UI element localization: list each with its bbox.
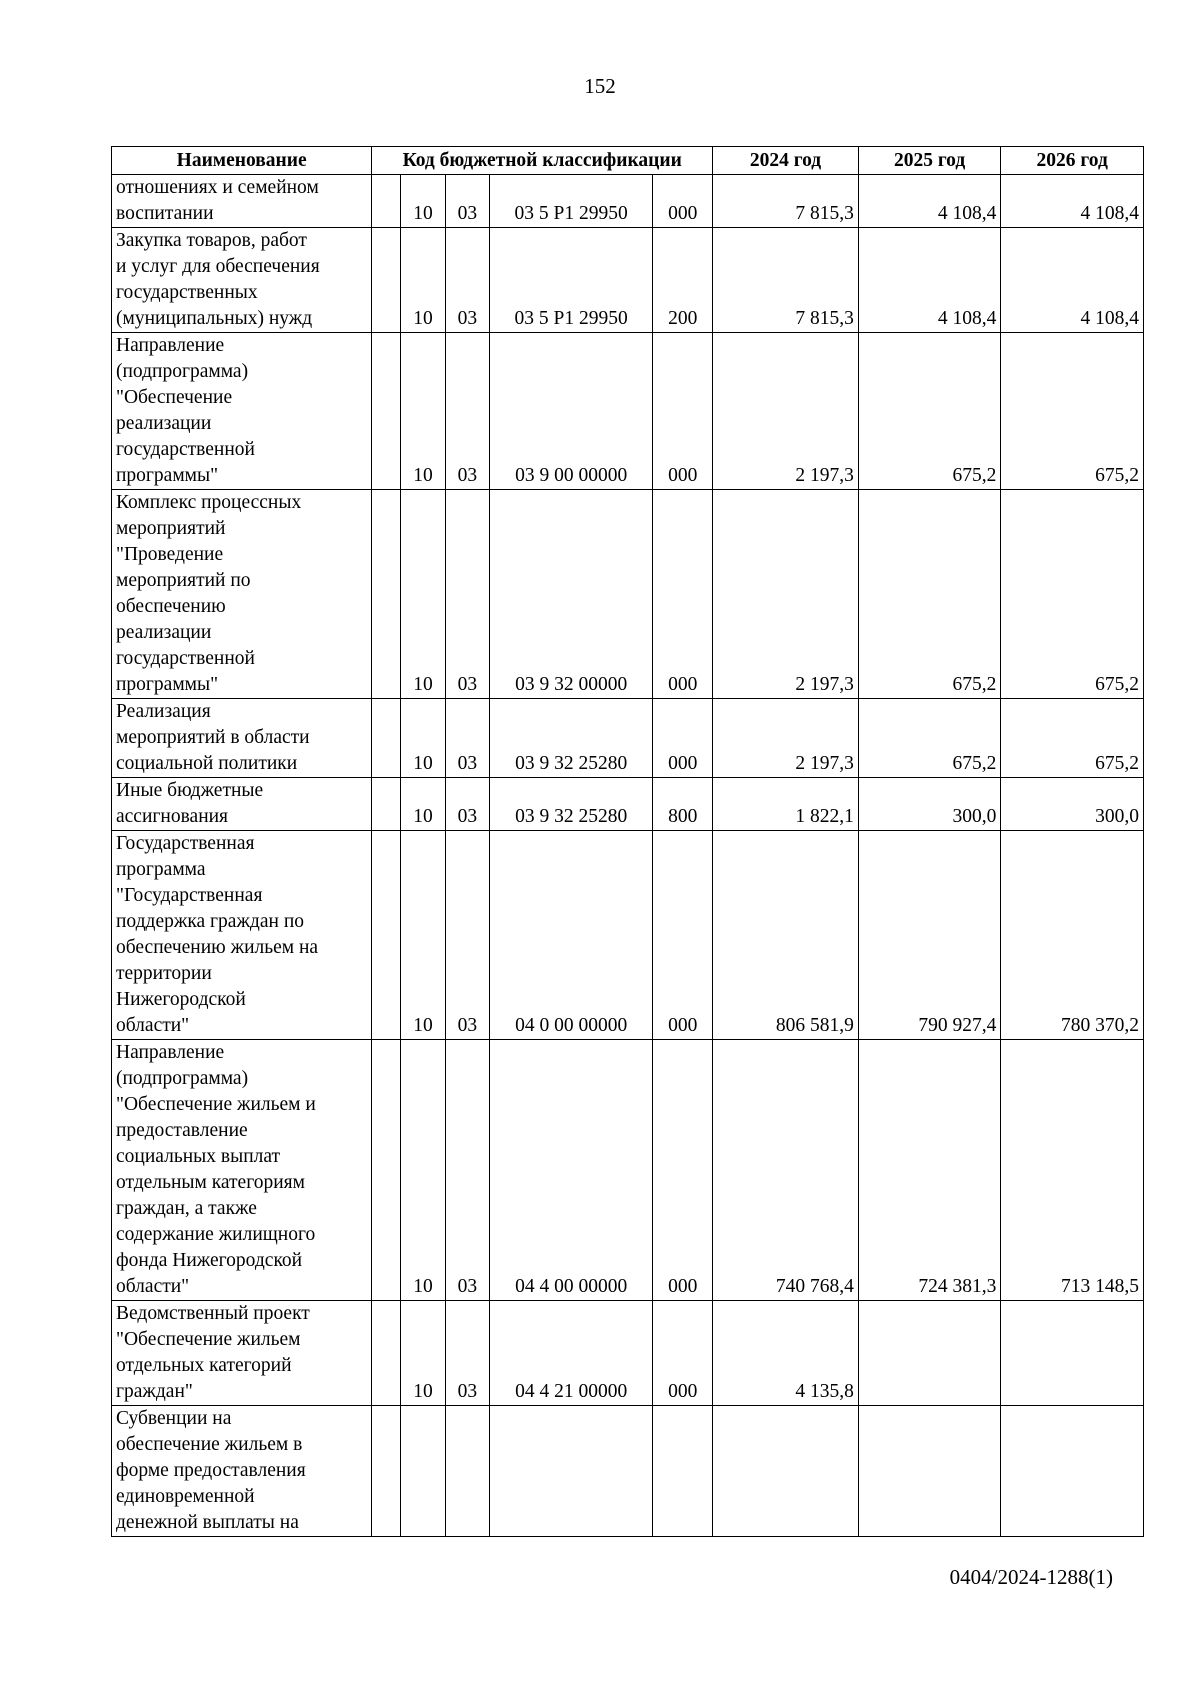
expense-type-code-text: 000: [668, 203, 698, 224]
table-row: [112, 1301, 1144, 1406]
value-2025: [858, 1040, 1001, 1301]
table-header-row: [112, 147, 1144, 175]
blank-cell: [372, 778, 401, 831]
subsection-code: [445, 175, 489, 228]
article-code: [490, 1040, 653, 1301]
expense-type-code: [653, 1040, 713, 1301]
value-2024: [713, 831, 859, 1040]
value-2024-text: 2 197,3: [795, 674, 854, 695]
subsection-code: [445, 228, 489, 333]
header-2025: 2025 год: [858, 147, 1001, 175]
blank-cell: [372, 490, 401, 699]
table-row: [112, 490, 1144, 699]
subsection-code-text: 03: [457, 1276, 478, 1297]
value-2024: [713, 333, 859, 490]
value-2026: [1001, 1040, 1144, 1301]
value-2026-text: 4 108,4: [1080, 308, 1139, 329]
section-code: [401, 1301, 445, 1406]
section-code-text: 10: [413, 1381, 433, 1402]
subsection-code-text: 03: [457, 753, 478, 774]
value-2025-text: 790 927,4: [918, 1015, 997, 1036]
table-row: [112, 228, 1144, 333]
value-2025-text: 300,0: [952, 806, 997, 827]
section-code-text: 10: [413, 1015, 433, 1036]
section-code-text: 10: [413, 203, 433, 224]
article-code: [490, 831, 653, 1040]
header-name: Наименование: [112, 147, 372, 175]
table-row: [112, 1406, 1144, 1537]
expense-type-code: [653, 831, 713, 1040]
subsection-code-text: 03: [457, 203, 478, 224]
row-name: [112, 333, 372, 490]
section-code: [401, 1040, 445, 1301]
value-2026-text: 675,2: [1095, 465, 1139, 486]
section-code: [401, 1406, 445, 1537]
document-code: 0404/2024-1288(1): [949, 1565, 1113, 1589]
blank-cell: [372, 699, 401, 778]
expense-type-code-text: 800: [668, 806, 698, 827]
subsection-code-text: 03: [457, 1015, 478, 1036]
blank-cell: [372, 1301, 401, 1406]
value-2025-text: 675,2: [952, 753, 997, 774]
subsection-code: [445, 1040, 489, 1301]
value-2026: [1001, 175, 1144, 228]
row-name: [112, 1301, 372, 1406]
value-2024: [713, 778, 859, 831]
budget-table: [111, 146, 1144, 1537]
value-2024-text: 7 815,3: [795, 203, 854, 224]
expense-type-code-text: 000: [668, 465, 698, 486]
value-2026: [1001, 1406, 1144, 1537]
section-code-text: 10: [413, 753, 433, 774]
value-2025: [858, 490, 1001, 699]
value-2024: [713, 228, 859, 333]
value-2024: [713, 1301, 859, 1406]
section-code: [401, 699, 445, 778]
value-2025: [858, 333, 1001, 490]
value-2025: [858, 175, 1001, 228]
value-2025: [858, 778, 1001, 831]
subsection-code-text: 03: [457, 806, 478, 827]
value-2025-text: 675,2: [952, 674, 997, 695]
expense-type-code-text: 200: [668, 308, 698, 329]
value-2024: [713, 1040, 859, 1301]
value-2025: [858, 1406, 1001, 1537]
expense-type-code: [653, 228, 713, 333]
value-2026: [1001, 778, 1144, 831]
row-name: [112, 699, 372, 778]
subsection-code: [445, 831, 489, 1040]
row-name-text: Комплекс процессных мероприятий "Проведение мероприятий по обеспечению реализации государственной программы": [116, 492, 302, 695]
value-2024-text: 7 815,3: [795, 308, 854, 329]
value-2026-text: 780 370,2: [1061, 1015, 1139, 1036]
value-2026-text: 675,2: [1095, 753, 1139, 774]
value-2025: [858, 699, 1001, 778]
header-2024: 2024 год: [713, 147, 859, 175]
expense-type-code: [653, 175, 713, 228]
row-name-text: Иные бюджетные ассигнования: [116, 780, 264, 827]
section-code-text: 10: [413, 674, 433, 695]
section-code: [401, 228, 445, 333]
subsection-code-text: 03: [457, 674, 478, 695]
expense-type-code: [653, 490, 713, 699]
value-2025-text: 675,2: [952, 465, 997, 486]
expense-type-code: [653, 778, 713, 831]
article-code-text: 03 9 32 25280: [515, 753, 628, 774]
value-2024-text: 740 768,4: [775, 1276, 854, 1297]
expense-type-code: [653, 699, 713, 778]
value-2026: [1001, 1301, 1144, 1406]
section-code: [401, 333, 445, 490]
table-row: [112, 831, 1144, 1040]
article-code-text: 03 5 Р1 29950: [514, 203, 628, 224]
section-code-text: 10: [413, 806, 433, 827]
value-2024: [713, 175, 859, 228]
article-code: [490, 778, 653, 831]
row-name-text: Направление (подпрограмма) "Обеспечение реализации государственной программы": [116, 335, 255, 486]
expense-type-code-text: 000: [668, 1276, 698, 1297]
row-name-text: Государственная программа "Государственная поддержка граждан по обеспечению жильем на территории Нижегородской области": [116, 833, 319, 1036]
row-name: [112, 1040, 372, 1301]
value-2024-text: 2 197,3: [795, 753, 854, 774]
blank-cell: [372, 1406, 401, 1537]
table-row: [112, 175, 1144, 228]
table-row: [112, 333, 1144, 490]
value-2025: [858, 831, 1001, 1040]
value-2025: [858, 228, 1001, 333]
value-2024: [713, 1406, 859, 1537]
subsection-code: [445, 778, 489, 831]
value-2026-text: 713 148,5: [1061, 1276, 1139, 1297]
expense-type-code-text: 000: [668, 1015, 698, 1036]
subsection-code-text: 03: [457, 308, 478, 329]
row-name: [112, 175, 372, 228]
section-code-text: 10: [413, 465, 433, 486]
subsection-code-text: 03: [457, 1381, 478, 1402]
value-2026-text: 300,0: [1095, 806, 1139, 827]
value-2024-text: 4 135,8: [795, 1381, 854, 1402]
value-2025-text: 4 108,4: [937, 203, 997, 224]
blank-cell: [372, 175, 401, 228]
row-name: [112, 778, 372, 831]
value-2026: [1001, 699, 1144, 778]
subsection-code: [445, 699, 489, 778]
value-2025: [858, 1301, 1001, 1406]
article-code-text: 04 0 00 00000: [515, 1015, 628, 1036]
value-2024-text: 806 581,9: [775, 1015, 854, 1036]
article-code-text: 03 9 00 00000: [515, 465, 628, 486]
value-2024: [713, 699, 859, 778]
page-number: 152: [584, 74, 616, 98]
article-code: [490, 1301, 653, 1406]
header-2026: 2026 год: [1001, 147, 1144, 175]
value-2026: [1001, 228, 1144, 333]
value-2025-text: 4 108,4: [937, 308, 997, 329]
value-2025-text: 724 381,3: [918, 1276, 997, 1297]
subsection-code: [445, 1406, 489, 1537]
header-code: Код бюджетной классификации: [372, 147, 713, 175]
value-2024: [713, 490, 859, 699]
article-code: [490, 175, 653, 228]
row-name-text: Субвенции на обеспечение жильем в форме предоставления единовременной денежной выплаты на: [116, 1408, 306, 1533]
subsection-code: [445, 1301, 489, 1406]
expense-type-code-text: 000: [668, 753, 698, 774]
section-code: [401, 831, 445, 1040]
value-2026-text: 4 108,4: [1080, 203, 1139, 224]
article-code: [490, 1406, 653, 1537]
subsection-code: [445, 490, 489, 699]
value-2024-text: 2 197,3: [795, 465, 854, 486]
row-name-text: Ведомственный проект "Обеспечение жильем отдельных категорий граждан": [116, 1303, 310, 1402]
expense-type-code: [653, 1406, 713, 1537]
article-code: [490, 490, 653, 699]
section-code-text: 10: [413, 1276, 433, 1297]
row-name-text: Закупка товаров, работ и услуг для обеспечения государственных (муниципальных) нужд: [116, 230, 320, 329]
blank-cell: [372, 228, 401, 333]
row-name: [112, 1406, 372, 1537]
value-2026: [1001, 831, 1144, 1040]
article-code: [490, 699, 653, 778]
table-row: [112, 1040, 1144, 1301]
value-2024-text: 1 822,1: [795, 806, 854, 827]
section-code: [401, 490, 445, 699]
section-code-text: 10: [413, 308, 433, 329]
section-code: [401, 175, 445, 228]
row-name: [112, 228, 372, 333]
section-code: [401, 778, 445, 831]
row-name: [112, 831, 372, 1040]
value-2026: [1001, 333, 1144, 490]
row-name-text: отношениях и семейном воспитании: [116, 177, 319, 224]
article-code: [490, 333, 653, 490]
expense-type-code: [653, 333, 713, 490]
subsection-code-text: 03: [457, 465, 478, 486]
subsection-code: [445, 333, 489, 490]
article-code-text: 04 4 21 00000: [515, 1381, 628, 1402]
expense-type-code: [653, 1301, 713, 1406]
article-code-text: 03 9 32 25280: [515, 806, 628, 827]
article-code: [490, 228, 653, 333]
blank-cell: [372, 1040, 401, 1301]
expense-type-code-text: 000: [668, 674, 698, 695]
blank-cell: [372, 831, 401, 1040]
row-name: [112, 490, 372, 699]
blank-cell: [372, 333, 401, 490]
table-row: [112, 778, 1144, 831]
article-code-text: 04 4 00 00000: [515, 1276, 628, 1297]
value-2026: [1001, 490, 1144, 699]
expense-type-code-text: 000: [668, 1381, 698, 1402]
table-row: [112, 699, 1144, 778]
article-code-text: 03 9 32 00000: [515, 674, 628, 695]
row-name-text: Реализация мероприятий в области социальной политики: [116, 701, 310, 774]
row-name-text: Направление (подпрограмма) "Обеспечение жильем и предоставление социальных выплат отдельным категориям граждан, а также содержание жилищного фонда Нижегородской области": [116, 1042, 316, 1297]
article-code-text: 03 5 Р1 29950: [514, 308, 628, 329]
value-2026-text: 675,2: [1095, 674, 1139, 695]
